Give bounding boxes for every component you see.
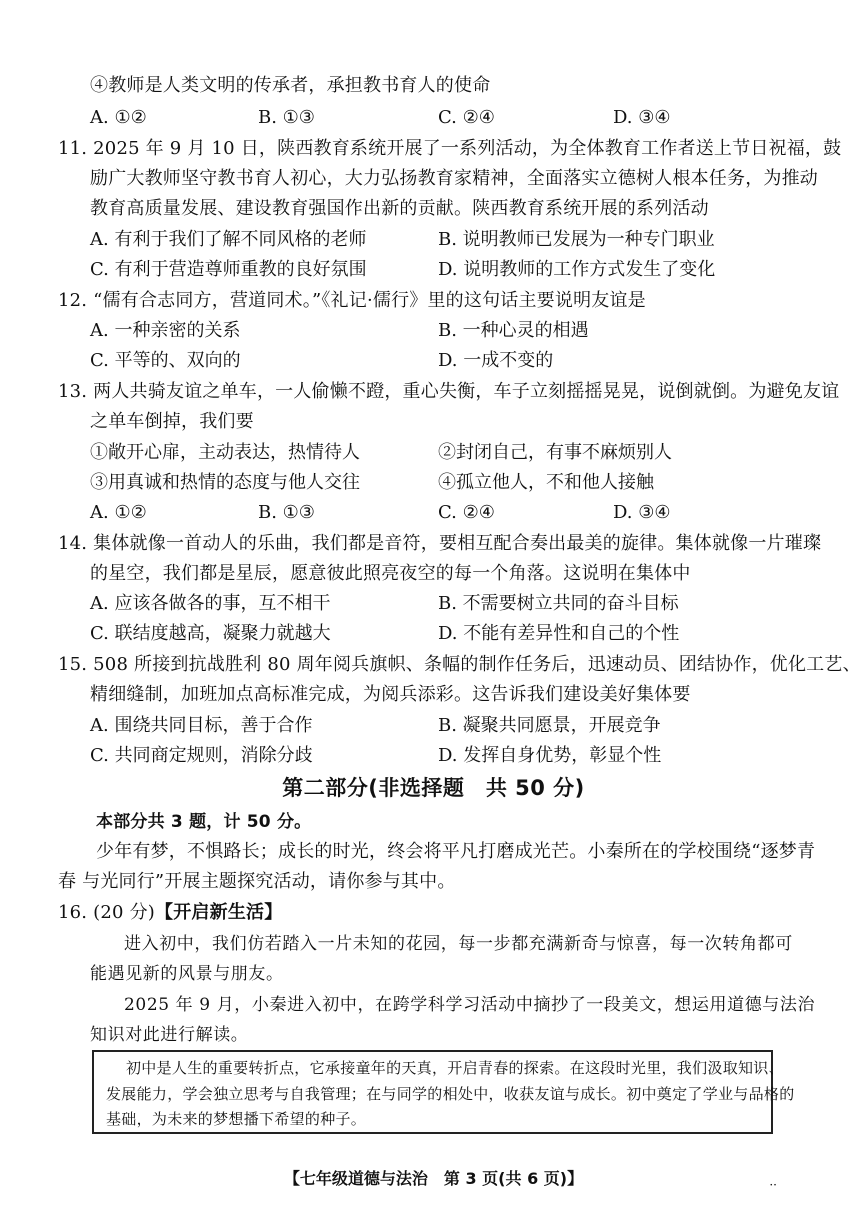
excerpt-box: [92, 1050, 795, 1134]
q14-option-b: B. 不需要树立共同的奋斗目标: [438, 593, 679, 614]
excerpt-line-2: 发展能力，学会独立思考与自我管理；在与同学的相处中，收获友谊与成长。初中奠定了学业与品格的: [106, 1085, 795, 1103]
q11-stem-line-3: 教育高质量发展、建设教育强国作出新的贡献。陕西教育系统开展的系列活动: [90, 198, 709, 219]
q13-stem-line-2: 之单车倒掉，我们要: [90, 411, 254, 432]
excerpt-line-3: 基础，为未来的梦想播下希望的种子。: [106, 1110, 367, 1128]
q11-option-c: C. 有利于营造尊师重教的良好氛围: [90, 259, 367, 280]
q15-stem-line-2: 精细缝制，加班加点高标准完成，为阅兵添彩。这告诉我们建设美好集体要: [90, 684, 691, 705]
q13-option-b: B. ①③: [258, 502, 315, 523]
q13-option-a: A. ①②: [90, 502, 147, 523]
q10-option-a: A. ①②: [90, 107, 147, 128]
q12-option-d: D. 一成不变的: [438, 350, 554, 371]
q10-option-d: D. ③④: [613, 107, 671, 128]
q13-item-4: ④孤立他人，不和他人接触: [438, 472, 654, 493]
q11-stem-line-2: 励广大教师坚守教书育人初心，大力弘扬教育家精神，全面落实立德树人根本任务，为推动: [90, 168, 818, 189]
q15-option-c: C. 共同商定规则，消除分歧: [90, 745, 313, 766]
q15-option-b: B. 凝聚共同愿景，开展竞争: [438, 715, 661, 736]
q15-stem-line-1: 15. 508 所接到抗战胜利 80 周年阅兵旗帜、条幅的制作任务后，迅速动员、团结协作，优化工艺、: [58, 654, 861, 675]
q14-option-c: C. 联结度越高，凝聚力就越大: [90, 623, 331, 644]
q16-para1-line-2: 能遇见新的风景与朋友。: [90, 964, 284, 984]
q12-stem: 12. “儒有合志同方，营道同术。”《礼记·儒行》里的这句话主要说明友谊是: [58, 290, 646, 311]
q15-option-a: A. 围绕共同目标，善于合作: [90, 715, 313, 736]
q13-option-d: D. ③④: [613, 502, 671, 523]
q11-stem-line-1: 11. 2025 年 9 月 10 日，陕西教育系统开展了一系列活动，为全体教育工作者送上节日祝福，鼓: [58, 138, 842, 159]
q16-number: 16. (20 分): [58, 902, 156, 923]
q13-item-2: ②封闭自己，有事不麻烦别人: [438, 442, 672, 463]
q16-para1-line-1: 进入初中，我们仿若踏入一片未知的花园，每一步都充满新奇与惊喜，每一次转角都可: [124, 934, 793, 954]
q14-option-d: D. 不能有差异性和自己的个性: [438, 623, 680, 644]
q12-option-b: B. 一种心灵的相遇: [438, 320, 589, 341]
q15-option-d: D. 发挥自身优势，彰显个性: [438, 745, 662, 766]
q16-para2-line-2: 知识对此进行解读。: [90, 1025, 249, 1045]
q10-option-c: C. ②④: [438, 107, 495, 128]
q14-stem-line-1: 14. 集体就像一首动人的乐曲，我们都是音符，要相互配合奏出最美的旋律。集体就像一片璀璨: [58, 533, 822, 554]
part2-note: 本部分共 3 题，计 50 分。: [96, 812, 312, 832]
q10-item-4: ④教师是人类文明的传承者，承担教书育人的使命: [90, 75, 491, 96]
q16-title: 【开启新生活】: [155, 902, 283, 923]
q13-item-3: ③用真诚和热情的态度与他人交往: [90, 472, 360, 493]
q10-option-b: B. ①③: [258, 107, 315, 128]
part2-title: 第二部分(非选择题 共 50 分): [282, 776, 585, 800]
part2-intro-line-1: 少年有梦，不惧路长；成长的时光，终会将平凡打磨成光芒。小秦所在的学校围绕“逐梦青: [96, 841, 816, 862]
q11-option-b: B. 说明教师已发展为一种专门职业: [438, 229, 715, 250]
part2-intro-line-2: 春 与光同行”开展主题探究活动，请你参与其中。: [58, 871, 456, 892]
q16-heading: [58, 901, 282, 925]
excerpt-line-1: 初中是人生的重要转折点，它承接童年的天真，开启青春的探索。在这段时光里，我们汲取知识、: [126, 1059, 784, 1077]
page-footer: 【七年级道德与法治 第 3 页(共 6 页)】: [283, 1169, 584, 1188]
q16-para2-line-1: 2025 年 9 月，小秦进入初中，在跨学科学习活动中摘抄了一段美文，想运用道德与法治: [124, 995, 816, 1015]
q14-option-a: A. 应该各做各的事，互不相干: [90, 593, 331, 614]
q14-stem-line-2: 的星空，我们都是星辰，愿意彼此照亮夜空的每一个角落。这说明在集体中: [90, 563, 691, 584]
q11-option-a: A. 有利于我们了解不同风格的老师: [90, 229, 367, 250]
q13-stem-line-1: 13. 两人共骑友谊之单车，一人偷懒不蹬，重心失衡，车子立刻摇摇晃晃，说倒就倒。为避免友谊: [58, 381, 840, 402]
q11-option-d: D. 说明教师的工作方式发生了变化: [438, 259, 716, 280]
q12-option-a: A. 一种亲密的关系: [90, 320, 241, 341]
q12-option-c: C. 平等的、双向的: [90, 350, 241, 371]
q13-option-c: C. ②④: [438, 502, 495, 523]
corner-mark: ··: [769, 1178, 777, 1192]
q13-item-1: ①敞开心扉，主动表达，热情待人: [90, 442, 360, 463]
